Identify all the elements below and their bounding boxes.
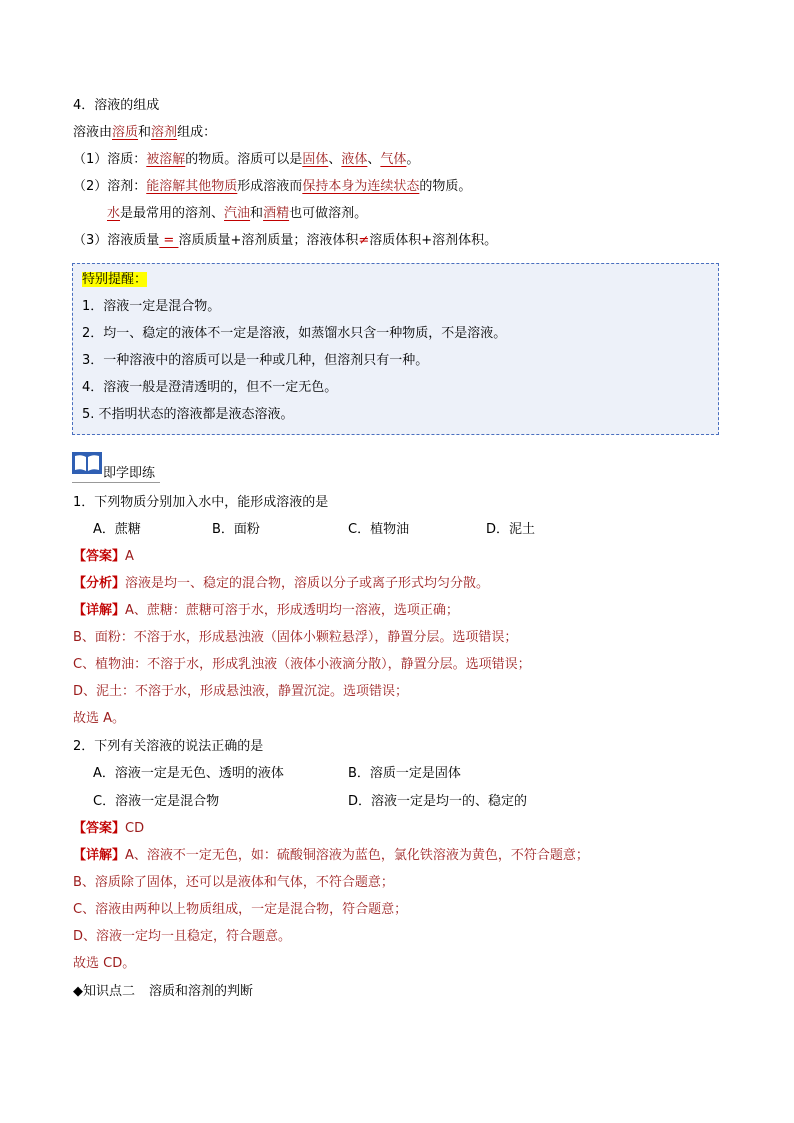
text: 、 bbox=[328, 152, 342, 167]
question-2-stem: 2．下列有关溶液的说法正确的是 bbox=[73, 739, 264, 754]
text: （2）溶剂： bbox=[73, 179, 147, 194]
term-solute: 溶质 bbox=[112, 125, 139, 140]
mass-volume-relation bbox=[73, 232, 497, 250]
q1-detail-line: B、面粉：不溶于水，形成悬浊液（固体小颗粒悬浮），静置分层。选项错误； bbox=[73, 630, 518, 645]
detail-text: A、溶液不一定无色，如：硫酸铜溶液为蓝色，氯化铁溶液为黄色，不符合题意； bbox=[125, 848, 589, 863]
knowledge-title: 溶质和溶剂的判断 bbox=[149, 984, 254, 999]
q1-answer bbox=[73, 548, 134, 566]
answer-label: 【答案】 bbox=[73, 821, 126, 836]
detail-label: 【详解】 bbox=[73, 848, 126, 863]
term: 气体 bbox=[380, 152, 407, 167]
q1-conclusion: 故选 A。 bbox=[73, 711, 126, 726]
knowledge-point-heading bbox=[73, 983, 253, 1001]
text: 形成溶液而 bbox=[237, 179, 303, 194]
term: 水 bbox=[107, 206, 121, 221]
q2-detail-line: B、溶质除了固体，还可以是液体和气体，不符合题意； bbox=[73, 875, 394, 890]
reminder-title-text: 特别提醒： bbox=[82, 272, 148, 287]
answer-value: CD bbox=[125, 821, 145, 836]
q2-detail-line: C、溶液由两种以上物质组成，一定是混合物，符合题意； bbox=[73, 902, 408, 917]
q1-option-a: A．蔗糖 bbox=[93, 522, 141, 537]
term: 酒精 bbox=[263, 206, 290, 221]
q1-option-d: D．泥土 bbox=[486, 522, 536, 537]
q2-option-d: D．溶液一定是均一的、稳定的 bbox=[348, 794, 528, 809]
practice-title: 即学即练 bbox=[103, 466, 156, 481]
equals-sign: = bbox=[159, 233, 179, 248]
term: 汽油 bbox=[224, 206, 251, 221]
analysis-label: 【分析】 bbox=[73, 576, 126, 591]
common-solvents bbox=[107, 205, 367, 223]
q2-option-c: C．溶液一定是混合物 bbox=[93, 794, 220, 809]
reminder-title bbox=[82, 271, 147, 289]
solute-definition bbox=[73, 151, 419, 169]
term: 液体 bbox=[341, 152, 368, 167]
text: 、 bbox=[367, 152, 381, 167]
text: 。 bbox=[406, 152, 420, 167]
q2-detail bbox=[73, 847, 589, 865]
text: （1）溶质： bbox=[73, 152, 147, 167]
book-icon bbox=[72, 452, 102, 474]
question-1-stem: 1．下列物质分别加入水中，能形成溶液的是 bbox=[73, 495, 329, 510]
reminder-item: 4．溶液一般是澄清透明的，但不一定无色。 bbox=[82, 380, 338, 395]
reminder-box bbox=[72, 263, 719, 435]
term: 能溶解其他物质 bbox=[146, 179, 238, 194]
q1-detail-line: C、植物油：不溶于水，形成乳浊液（液体小液滴分散），静置分层。选项错误； bbox=[73, 657, 531, 672]
detail-text: A、蔗糖：蔗糖可溶于水，形成透明均一溶液，选项正确； bbox=[125, 603, 459, 618]
text: （3）溶液质量 bbox=[73, 233, 160, 248]
practice-divider bbox=[72, 482, 160, 483]
q2-option-a: A．溶液一定是无色、透明的液体 bbox=[93, 766, 284, 781]
q1-detail bbox=[73, 602, 459, 620]
answer-label: 【答案】 bbox=[73, 549, 126, 564]
section-title: 4．溶液的组成 bbox=[73, 98, 160, 113]
composition-intro bbox=[73, 124, 216, 142]
diamond-icon: ◆ bbox=[73, 984, 83, 999]
answer-value: A bbox=[125, 549, 134, 564]
q2-option-b: B．溶质一定是固体 bbox=[348, 766, 461, 781]
q2-conclusion: 故选 CD。 bbox=[73, 956, 136, 971]
text: 是最常用的溶剂、 bbox=[120, 206, 225, 221]
not-equal-sign: ≠ bbox=[358, 233, 370, 248]
q2-detail-line: D、溶液一定均一且稳定，符合题意。 bbox=[73, 929, 292, 944]
text: 的物质。溶质可以是 bbox=[185, 152, 303, 167]
text: 的物质。 bbox=[419, 179, 472, 194]
text: 组成： bbox=[177, 125, 217, 140]
q1-option-c: C．植物油 bbox=[348, 522, 410, 537]
reminder-item: 5. 不指明状态的溶液都是液态溶液。 bbox=[82, 407, 294, 422]
term: 被溶解 bbox=[146, 152, 186, 167]
reminder-item: 1．溶液一定是混合物。 bbox=[82, 299, 221, 314]
text: 和 bbox=[138, 125, 152, 140]
text: 也可做溶剂。 bbox=[289, 206, 368, 221]
q2-answer bbox=[73, 820, 144, 838]
text: 和 bbox=[250, 206, 264, 221]
text: 溶液由 bbox=[73, 125, 113, 140]
q1-detail-line: D、泥土：不溶于水，形成悬浊液，静置沉淀。选项错误； bbox=[73, 684, 409, 699]
reminder-item: 3．一种溶液中的溶质可以是一种或几种，但溶剂只有一种。 bbox=[82, 353, 429, 368]
solvent-definition bbox=[73, 178, 471, 196]
text: 溶质质量+溶剂质量；溶液体积 bbox=[178, 233, 359, 248]
term-solvent: 溶剂 bbox=[151, 125, 178, 140]
term: 固体 bbox=[302, 152, 329, 167]
detail-label: 【详解】 bbox=[73, 603, 126, 618]
reminder-item: 2．均一、稳定的液体不一定是溶液，如蒸馏水只含一种物质，不是溶液。 bbox=[82, 326, 507, 341]
knowledge-label: 知识点二 bbox=[83, 984, 136, 999]
analysis-text: 溶液是均一、稳定的混合物，溶质以分子或离子形式均匀分散。 bbox=[125, 576, 490, 591]
q1-option-b: B．面粉 bbox=[212, 522, 260, 537]
q1-analysis bbox=[73, 575, 489, 593]
text: 溶质体积+溶剂体积。 bbox=[369, 233, 498, 248]
term: 保持本身为连续状态 bbox=[302, 179, 420, 194]
